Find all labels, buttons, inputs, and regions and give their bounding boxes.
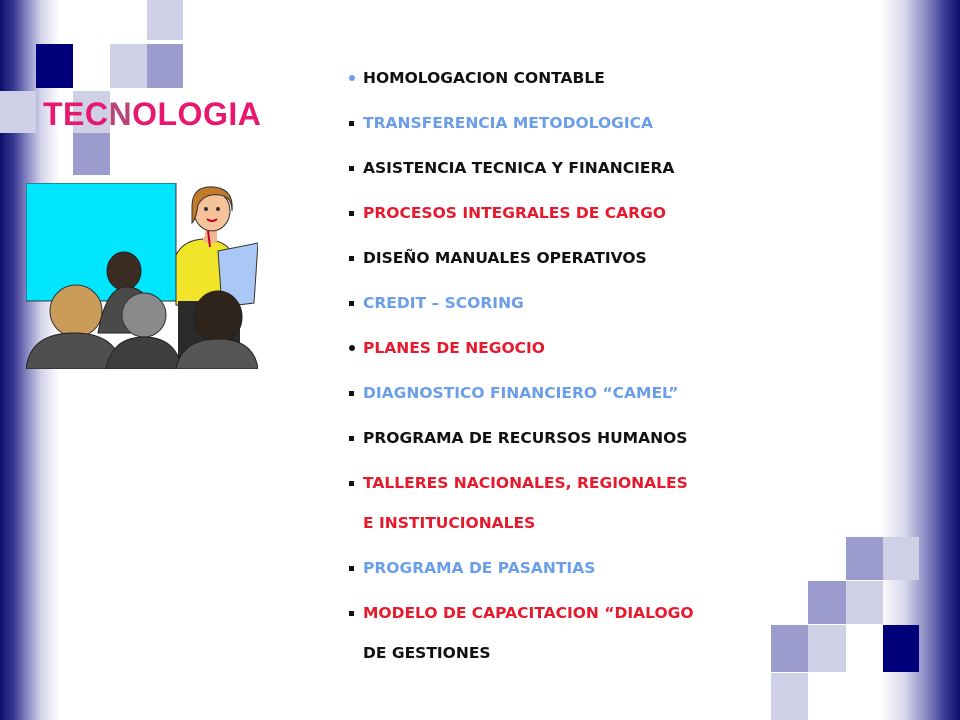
- decor-square: [771, 673, 808, 720]
- list-item: [347, 598, 694, 638]
- square-bullet-icon: [349, 481, 354, 486]
- decor-square: [883, 537, 919, 580]
- list-item-continuation: [347, 638, 694, 683]
- list-item-text: DE GESTIONES: [363, 644, 491, 662]
- list-item-text: DIAGNOSTICO FINANCIERO “CAMEL”: [363, 384, 679, 402]
- list-item: [347, 153, 694, 198]
- list-item-text: TALLERES NACIONALES, REGIONALES: [363, 474, 688, 492]
- list-item-text: PLANES DE NEGOCIO: [363, 339, 545, 357]
- bullet-list: [347, 63, 694, 683]
- round-bullet-icon: [349, 75, 355, 81]
- round-bullet-icon: [349, 345, 355, 351]
- square-bullet-icon: [349, 611, 354, 616]
- square-bullet-icon: [349, 121, 354, 126]
- list-item-text: PROGRAMA DE RECURSOS HUMANOS: [363, 429, 688, 447]
- list-item: [347, 243, 694, 288]
- square-bullet-icon: [349, 436, 354, 441]
- decor-square: [771, 625, 808, 672]
- decor-square: [808, 581, 846, 624]
- list-item: [347, 288, 694, 333]
- square-bullet-icon: [349, 166, 354, 171]
- decor-square: [73, 133, 110, 175]
- list-item-text: HOMOLOGACION CONTABLE: [363, 69, 605, 87]
- title-part: N: [108, 96, 133, 132]
- list-item-text: PROCESOS INTEGRALES DE CARGO: [363, 204, 666, 222]
- list-item-text: TRANSFERENCIA METODOLOGICA: [363, 114, 654, 132]
- square-bullet-icon: [349, 566, 354, 571]
- list-item-text: DISEÑO MANUALES OPERATIVOS: [363, 249, 647, 267]
- decor-square: [147, 0, 183, 40]
- list-item: [347, 333, 694, 378]
- decor-square: [110, 44, 147, 88]
- list-item: [347, 468, 694, 508]
- list-item: [347, 63, 694, 108]
- title-part: OLOGIA: [132, 96, 262, 132]
- square-bullet-icon: [349, 256, 354, 261]
- square-bullet-icon: [349, 301, 354, 306]
- list-item-text: MODELO DE CAPACITACION “DIALOGO: [363, 604, 694, 622]
- list-item-text: PROGRAMA DE PASANTIAS: [363, 559, 596, 577]
- decor-square: [0, 91, 36, 133]
- list-item-text: E INSTITUCIONALES: [363, 514, 536, 532]
- list-item: [347, 423, 694, 468]
- list-item-continuation: [347, 508, 694, 553]
- slide-title: [43, 96, 261, 133]
- square-bullet-icon: [349, 391, 354, 396]
- list-item-text: CREDIT – SCORING: [363, 294, 524, 312]
- decor-square: [808, 625, 846, 672]
- decor-square: [147, 44, 183, 88]
- decor-square: [883, 625, 919, 672]
- teacher-presenting-illustration: [26, 183, 258, 369]
- decor-square: [846, 537, 883, 580]
- list-item-text: ASISTENCIA TECNICA Y FINANCIERA: [363, 159, 675, 177]
- list-item: [347, 108, 694, 153]
- list-item: [347, 198, 694, 243]
- square-bullet-icon: [349, 211, 354, 216]
- decor-square: [36, 44, 73, 88]
- title-part: TEC: [43, 96, 109, 132]
- list-item: [347, 378, 694, 423]
- decor-square: [846, 581, 883, 624]
- list-item: [347, 553, 694, 598]
